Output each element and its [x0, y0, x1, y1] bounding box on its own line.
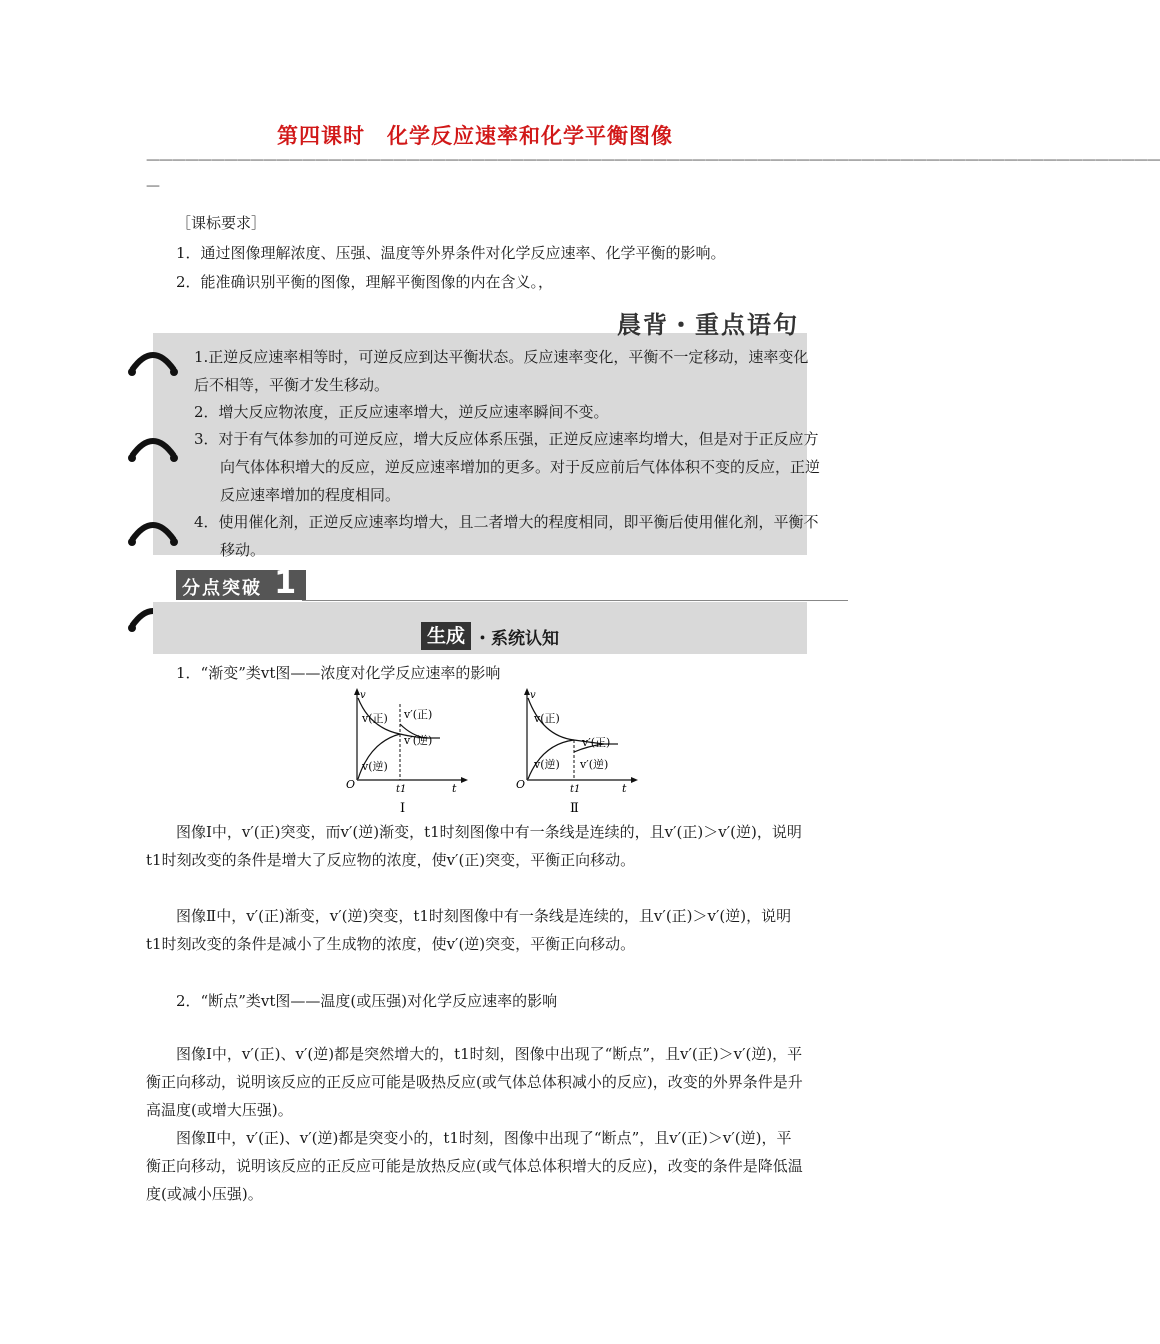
v-prime-reverse-label: v′(逆): [404, 734, 433, 747]
section-badge-number: 1: [274, 563, 297, 601]
graph-caption: Ⅰ: [400, 801, 406, 816]
requirements-heading: ［课标要求］: [176, 214, 267, 232]
part1-paragraph-1: 图像Ⅰ中，v′(正)突变，而v′(逆)渐变，t1时刻图像中有一条线是连续的，且v′(正)＞v′(逆)，说明t1时刻改变的条件是增大了反应物的浓度，使v′(正)突变，平衡正向移动。: [146, 823, 802, 869]
binder-ring-icon: [128, 346, 174, 376]
t1-label: t1: [570, 784, 581, 795]
binder-ring-icon: [128, 516, 174, 546]
binder-ring-icon: [128, 432, 174, 462]
v-prime-forward-label: v′(正): [582, 736, 611, 749]
part1-paragraph-2: 图像Ⅱ中，v′(正)渐变，v′(逆)突变，t1时刻图像中有一条线是连续的，且v′(正)＞v′(逆)，说明t1时刻改变的条件是减小了生成物的浓度，使v′(逆)突变，平衡正向移动。: [146, 907, 792, 953]
key-points-heading: 晨背・重点语句: [617, 311, 799, 339]
part1-heading: 1．“渐变”类vt图——浓度对化学反应速率的影响: [176, 664, 501, 682]
part2-paragraph-2: 图像Ⅱ中，v′(正)、v′(逆)都是突变小的，t1时刻，图像中出现了“断点”，且v′(正)＞v′(逆)，平衡正向移动，说明该反应的正反应可能是放热反应(或气体总体积增大的反应)，改变的条件是降低温度(或减小压强)。: [146, 1129, 803, 1203]
graph-caption: Ⅱ: [570, 801, 579, 816]
separator-tail: —: [146, 178, 160, 194]
part2-paragraph-1: 图像Ⅰ中，v′(正)、v′(逆)都是突然增大的，t1时刻，图像中出现了“断点”，且v′(正)＞v′(逆)，平衡正向移动，说明该反应的正反应可能是吸热反应(或气体总体积减小的反应)，改变的外界条件是升高温度(或增大压强)。: [146, 1045, 803, 1119]
section-badge-text: 分点突破: [182, 578, 262, 599]
v-forward-label: v(正): [362, 712, 388, 725]
page-title: 第四课时 化学反应速率和化学平衡图像: [277, 124, 673, 148]
origin-label: O: [346, 778, 356, 791]
requirement-item-1: 1．通过图像理解浓度、压强、温度等外界条件对化学反应速率、化学平衡的影响。: [176, 244, 726, 262]
axis-v-label: v: [360, 690, 366, 701]
key-point-2: 2．增大反应物浓度，正反应速率增大，逆反应速率瞬间不变。: [194, 403, 609, 421]
axis-v-label: v: [530, 690, 536, 701]
axis-t-label: t: [452, 782, 457, 795]
v-prime-forward-label: v′(正): [404, 708, 433, 721]
key-point-4: 4．使用催化剂，正逆反应速率均增大，且二者增大的程度相同，即平衡后使用催化剂，平衡不移动。: [194, 513, 819, 559]
key-point-3: 3．对于有气体参加的可逆反应，增大反应体系压强，正逆反应速率均增大，但是对于正反应方向气体体积增大的反应，逆反应速率增加的更多。对于反应前后气体体积不变的反应，正逆反应速率增加的程度相同。: [194, 430, 821, 504]
requirement-item-2: 2．能准确识别平衡的图像，理解平衡图像的内在含义。，: [176, 273, 554, 291]
v-forward-label: v(正): [534, 712, 560, 725]
key-point-1: 1.正逆反应速率相等时，可逆反应到达平衡状态。反应速率变化，平衡不一定移动，速率变化后不相等，平衡才发生移动。: [194, 348, 809, 394]
graph-two: [510, 684, 650, 816]
separator-line: ——————————————————————————————————————————————————————————————————————————————: [146, 152, 1160, 168]
v-prime-reverse-label: v′(逆): [580, 758, 609, 771]
section-title-rest: ・系统认知: [474, 629, 559, 649]
v-reverse-label: v(逆): [534, 758, 560, 771]
section-rule: [302, 600, 848, 601]
axis-t-label: t: [622, 782, 627, 795]
part2-heading: 2．“断点”类vt图——温度(或压强)对化学反应速率的影响: [176, 992, 558, 1010]
origin-label: O: [516, 778, 526, 791]
v-reverse-label: v(逆): [362, 760, 388, 773]
t1-label: t1: [396, 784, 407, 795]
section-title-dark: 生成: [421, 622, 471, 650]
graph-one: [340, 684, 480, 816]
